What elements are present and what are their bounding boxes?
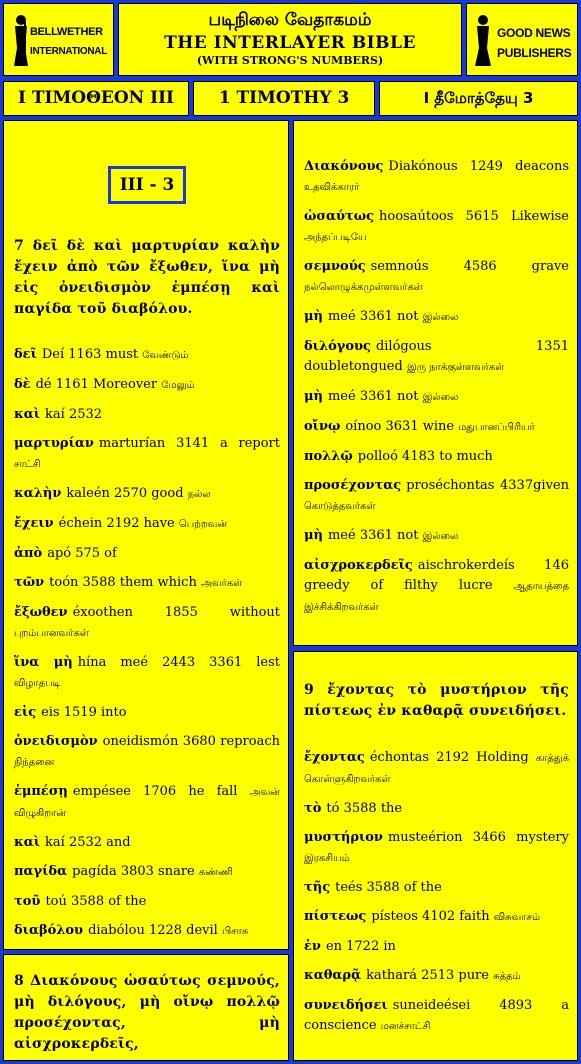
greek-word: καὶ [14, 407, 41, 422]
verse7-text: 7 δεῖ δὲ καὶ μαρτυρίαν καλὴν ἔχειν ἀπὸ τῶν ἔξωθεν, ἵνα μὴ εἰς ὀνειδισμὸν ἐμπέσῃ καὶ παγίδα τοῦ διαβόλου. [14, 238, 280, 317]
goodnews-logo-panel [466, 3, 578, 76]
tamil-gloss: இல்லை [422, 392, 459, 403]
word-entry [14, 544, 280, 564]
greek-word: ἀπὸ [14, 546, 43, 561]
transliteration-gloss: éxoothen 1855 without [72, 605, 280, 620]
transliteration-gloss: diabólou 1228 devil [88, 923, 218, 938]
greek-word: δὲ [14, 377, 31, 392]
greek-word: ἔχειν [14, 516, 54, 531]
transliteration-gloss: en 1722 in [325, 939, 396, 954]
greek-word: οἴνῳ [304, 419, 341, 434]
greek-word: ὀνειδισμὸν [14, 734, 98, 749]
transliteration-gloss: pagída 3803 snare [72, 864, 195, 879]
greek-word: ἐν [304, 939, 321, 954]
transliteration-gloss: toú 3588 of the [45, 894, 147, 909]
transliteration-gloss: Deí 1163 must [41, 347, 139, 362]
greek-word: ἔξωθεν [14, 605, 68, 620]
word-entry [304, 387, 569, 408]
word-entry [304, 907, 569, 928]
verse7-entries [14, 345, 280, 950]
greek-word: τοῦ [14, 894, 41, 909]
tamil-gloss: அவன் விழுகிறான் [14, 787, 280, 819]
greek-word: τῶν [14, 575, 45, 590]
word-entry [14, 732, 280, 773]
word-entry [304, 966, 569, 987]
transliteration-gloss: kathará 2513 pure [366, 968, 489, 983]
tamil-gloss: ஆதாயத்தை இச்சிக்கிறவர்கள் [304, 581, 569, 613]
word-entry [304, 799, 569, 819]
transliteration-gloss: dilógous 1351 doubletongued [304, 339, 569, 374]
tamil-gloss: பிசாசு [221, 926, 249, 937]
word-entry [14, 345, 280, 366]
transliteration-gloss: oínoo 3631 wine [345, 419, 455, 434]
tamil-gloss: நல்லொழுக்கமுள்ளவர்கள் [304, 282, 423, 293]
bellwether-logo-panel [3, 3, 114, 76]
word-entry [14, 782, 280, 824]
verse9-panel [293, 651, 578, 1061]
transliteration-gloss: tó 3588 the [326, 801, 403, 816]
ref-greek: Ι ΤΙΜΟΘΕΟΝ ΙΙΙ [3, 81, 189, 116]
transliteration-gloss: aischrokerdeís 146 greedy of filthy lucre [304, 558, 569, 593]
tamil-gloss: அந்தப்படியே [304, 232, 367, 243]
verse7-panel [3, 120, 289, 950]
word-entry [14, 484, 280, 505]
word-entry [304, 476, 569, 517]
verse8-entries-panel [293, 120, 578, 646]
word-entry [304, 207, 569, 248]
greek-word: καθαρᾷ [304, 968, 362, 983]
word-entry [304, 307, 569, 328]
verse8-text: 8 Διακόνους ὡσαύτως σεμνούς, μὴ διλόγους, μὴ οἴνῳ πολλῷ προσέχοντας, μὴ αἰσχροκερδεῖς, [14, 973, 280, 1052]
tamil-gloss: கண்ணி [198, 867, 233, 878]
verse9-entries [304, 748, 569, 1046]
transliteration-gloss: kaleén 2570 good [66, 486, 184, 501]
transliteration-gloss: meé 3361 not [327, 309, 419, 324]
word-entry [304, 828, 569, 869]
tamil-gloss: மதுபானப்பிரியர் [458, 422, 535, 433]
greek-word: μαρτυρίαν [14, 436, 94, 451]
greek-word: προσέχοντας [304, 478, 402, 493]
tamil-gloss: பெற்றவன் [178, 519, 228, 530]
ref-tamil: I தீமோத்தேயு 3 [379, 81, 578, 116]
transliteration-gloss: kaí 2532 [45, 407, 103, 422]
title-subtitle: (WITH STRONG'S NUMBERS) [196, 54, 384, 67]
greek-word: πολλῷ [304, 449, 353, 464]
greek-word: μὴ [304, 309, 323, 324]
greek-word: διαβόλου [14, 923, 84, 938]
tamil-gloss: இல்லை [422, 531, 459, 542]
word-entry [14, 375, 280, 396]
word-entry [304, 996, 569, 1037]
transliteration-gloss: písteos 4102 faith [371, 909, 490, 924]
chapter-label: III - 3 [108, 166, 186, 204]
word-entry [14, 653, 280, 694]
tamil-gloss: சுத்தம் [493, 971, 521, 982]
greek-word: πίστεως [304, 909, 367, 924]
transliteration-gloss: kaí 2532 and [45, 835, 131, 850]
transliteration-gloss: oneidismón 3680 reproach [102, 734, 280, 749]
tamil-gloss: புறம்பானவர்கள் [14, 628, 89, 639]
word-entry [304, 447, 569, 467]
tamil-gloss: அவர்கள் [200, 578, 243, 589]
transliteration-gloss: proséchontas 4337given [406, 478, 569, 493]
logo-line2: INTERNATIONAL [30, 46, 108, 57]
tamil-gloss: இரு நாக்குள்ளவர்கள் [406, 362, 505, 373]
transliteration-gloss: empésee 1706 he fall [72, 784, 238, 799]
greek-word: τῆς [304, 880, 331, 895]
word-entry [304, 257, 569, 298]
transliteration-gloss: hína meé 2443 3361 lest [77, 655, 280, 670]
transliteration-gloss: eis 1519 into [41, 705, 127, 720]
transliteration-gloss: hoosaútoos 5615 Likewise [379, 209, 569, 224]
figure-icon [473, 14, 493, 68]
transliteration-gloss: teés 3588 of the [335, 880, 442, 895]
transliteration-gloss: musteérion 3466 mystery [387, 830, 569, 845]
word-entry [304, 157, 569, 198]
tamil-gloss: மனச்சாட்சி [380, 1021, 431, 1032]
logo-line2: PUBLISHERS [497, 46, 572, 60]
greek-word: καὶ [14, 835, 41, 850]
word-entry [14, 703, 280, 723]
verse8-panel [3, 954, 289, 1061]
word-entry [14, 833, 280, 853]
word-entry [14, 603, 280, 644]
logo-line1: GOOD NEWS [497, 26, 571, 40]
word-entry [14, 892, 280, 912]
title-tamil: படிநிலை வேதாகமம் [208, 10, 372, 30]
greek-word: αἰσχροκερδεῖς [304, 558, 413, 573]
tamil-gloss: விழாதபடி [14, 678, 61, 689]
title-panel [118, 3, 462, 76]
word-entry [14, 573, 280, 594]
word-entry [304, 937, 569, 957]
transliteration-gloss: semnoús 4586 grave [370, 259, 569, 274]
transliteration-gloss: polloó 4183 to much [357, 449, 493, 464]
greek-word: καλὴν [14, 486, 62, 501]
greek-word: ὡσαύτως [304, 209, 375, 224]
greek-word: τὸ [304, 801, 322, 816]
transliteration-gloss: apó 575 of [47, 546, 117, 561]
word-entry [14, 862, 280, 883]
transliteration-gloss: marturían 3141 a report [98, 436, 280, 451]
tamil-gloss: இல்லை [422, 312, 459, 323]
greek-word: διλόγους [304, 339, 371, 354]
greek-word: εἰς [14, 705, 37, 720]
word-entry [14, 921, 280, 942]
tamil-gloss: நிந்தனை [14, 757, 55, 768]
greek-word: μὴ [304, 528, 323, 543]
tamil-gloss: நல்ல [187, 489, 211, 500]
transliteration-gloss: toón 3588 them which [49, 575, 197, 590]
word-entry [304, 526, 569, 547]
transliteration-gloss: Diakónous 1249 deacons [388, 159, 569, 174]
tamil-gloss: இரகசியம் [304, 853, 350, 864]
word-entry [304, 337, 569, 378]
verse8-entries [304, 157, 569, 627]
transliteration-gloss: échein 2192 have [58, 516, 175, 531]
greek-word: ἐμπέσῃ [14, 784, 68, 799]
word-entry [14, 434, 280, 475]
tamil-gloss: மேலும் [161, 380, 195, 391]
greek-word: ἔχοντας [304, 750, 365, 765]
verse9-text: 9 ἔχοντας τὸ μυστήριον τῆς πίστεως ἐν καθαρᾷ συνειδήσει. [304, 682, 569, 719]
tamil-gloss: விசுவாசம் [493, 912, 540, 923]
greek-word: ἵνα μὴ [14, 655, 73, 670]
word-entry [304, 878, 569, 898]
logo-line1: BELLWETHER [30, 26, 103, 38]
transliteration-gloss: meé 3361 not [327, 389, 419, 404]
title-english: THE INTERLAYER BIBLE [164, 33, 416, 53]
word-entry [304, 748, 569, 790]
greek-word: παγίδα [14, 864, 68, 879]
greek-word: συνειδήσει [304, 998, 388, 1013]
tamil-gloss: கொடுத்தவர்கள் [304, 501, 376, 512]
greek-word: μυστήριον [304, 830, 383, 845]
tamil-gloss: காத்துக் கொள்ளுகிறவர்கள் [304, 753, 569, 785]
word-entry [14, 514, 280, 535]
greek-word: σεμνούς [304, 259, 366, 274]
ref-english: 1 TIMOTHY 3 [193, 81, 375, 116]
greek-word: Διακόνους [304, 159, 384, 174]
tamil-gloss: சாட்சி [14, 459, 41, 470]
word-entry [304, 417, 569, 438]
greek-word: δεῖ [14, 347, 37, 362]
bellwether-logo [4, 4, 113, 75]
word-entry [304, 556, 569, 618]
transliteration-gloss: meé 3361 not [327, 528, 419, 543]
transliteration-gloss: échontas 2192 Holding [369, 750, 529, 765]
figure-icon [12, 14, 30, 68]
goodnews-logo [467, 4, 577, 75]
tamil-gloss: வேண்டும் [142, 350, 189, 361]
transliteration-gloss: suneideései 4893 a conscience [304, 998, 569, 1033]
tamil-gloss: உதவிக்காரர் [304, 182, 360, 193]
greek-word: μὴ [304, 389, 323, 404]
word-entry [14, 405, 280, 425]
transliteration-gloss: dé 1161 Moreover [35, 377, 158, 392]
